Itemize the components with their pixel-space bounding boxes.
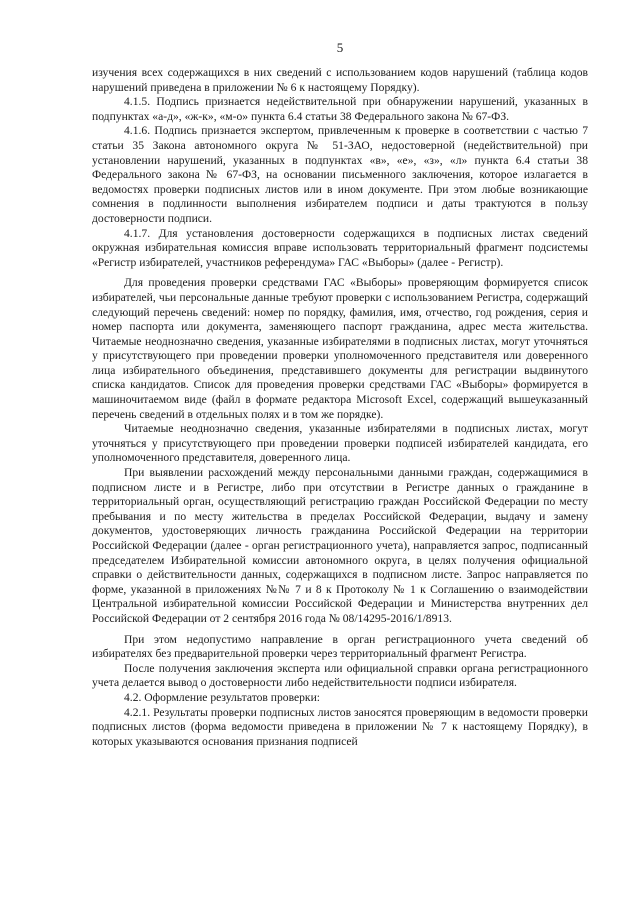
page-number: 5 [336, 40, 344, 55]
document-body [92, 66, 588, 749]
paragraph: изучения всех содержащихся в них сведений с использованием кодов нарушений (таблица кодов нарушений приведена в приложении № 6 к настоящему Порядку). [92, 66, 588, 94]
paragraph: Читаемые неоднозначно сведения, указанные избирателями в подписных листах, могут уточняться у присутствующего при проведении проверки подписей избирателей кандидата, его уполномоченного представителя, доверенного лица. [92, 422, 588, 465]
paragraph: 4.2.1. Результаты проверки подписных листов заносятся проверяющим в ведомости проверки подписных листов (форма ведомости приведена в приложении № 7 к настоящему Порядку), в которых указываются основания признания подписей [92, 705, 588, 748]
paragraph: После получения заключения эксперта или официальной справки органа регистрационного учета делается вывод о достоверности либо недействительности подписи избирателя. [92, 661, 588, 690]
paragraph: Для проведения проверки средствами ГАС «Выборы» проверяющим формируется список избирателей, чьи персональные данные требуют проверки с использованием Регистра, содержащий следующий перечень сведений: номер по порядку, фамилия, имя, отчество, год рождения, серия и номер паспорта или документа, заменяющего паспорт гражданина, адрес места жительства. Читаемые неоднозначно сведения, указанные избирателями в подписных листах, могут уточняться у присутствующего при проведении проверки уполномоченного представителя или доверенного лица избирательного объединения, представившего документы для регистрации выдвинутого списка кандидатов. Список для проведения проверки средствами ГАС «Выборы» формируется в машиночитаемом виде (файл в формате редактора Microsoft Excel, содержащий вышеуказанный перечень сведений в отдельных полях и в том же порядке). [92, 276, 588, 421]
paragraph: При выявлении расхождений между персональными данными граждан, содержащимися в подписном листе и в Регистре, либо при отсутствии в Регистре данных о гражданине в территориальный орган, осуществляющий регистрацию граждан Российской Федерации по месту пребывания и по месту жительства в пределах Российской Федерации, выдачу и замену документов, удостоверяющих личность гражданина Российской Федерации на территории Российской Федерации (далее - орган регистрационного учета), направляется запрос, подписанный председателем Избирательной комиссии автономного округа, в целях получения официальной справки о действительности данных, содержащихся в подписном листе. Запрос направляется по форме, указанной в приложениях №№ 7 и 8 к Протоколу № 1 к Соглашению о взаимодействии Центральной избирательной комиссии Российской Федерации и Министерства внутренних дел Российской Федерации от 2 сентября 2016 года № 08/14295-2016/1/8913. [92, 466, 588, 625]
paragraph: 4.1.6. Подпись признается экспертом, привлеченным к проверке в соответствии с частью 7 статьи 35 Закона автономного округа № 51-ЗАО, недостоверной (недействительной) при установлении нарушений, указанных в подпунктах «в», «е», «з», «л» пункта 6.4 статьи 38 Федерального закона № 67-ФЗ, на основании письменного заключения, которое излагается в ведомостях проверки подписных листов или в ином документе. При этом любые возникающие сомнения в подлинности выполнения избирателем подписи и даты трактуются в пользу достоверности подписи. [92, 124, 588, 225]
paragraph: 4.2. Оформление результатов проверки: [124, 690, 320, 704]
paragraph: 4.1.5. Подпись признается недействительной при обнаружении нарушений, указанных в подпунктах «а-д», «ж-к», «м-о» пункта 6.4 статьи 38 Федерального закона № 67-ФЗ. [92, 95, 588, 123]
paragraph: 4.1.7. Для установления достоверности содержащихся в подписных листах сведений окружная избирательная комиссия вправе использовать территориальный фрагмент подсистемы «Регистр избирателей, участников референдума» ГАС «Выборы» (далее - Регистр). [92, 226, 588, 269]
paragraph: При этом недопустимо направление в орган регистрационного учета сведений об избирателях без предварительной проверки через территориальный фрагмент Регистра. [92, 632, 588, 661]
